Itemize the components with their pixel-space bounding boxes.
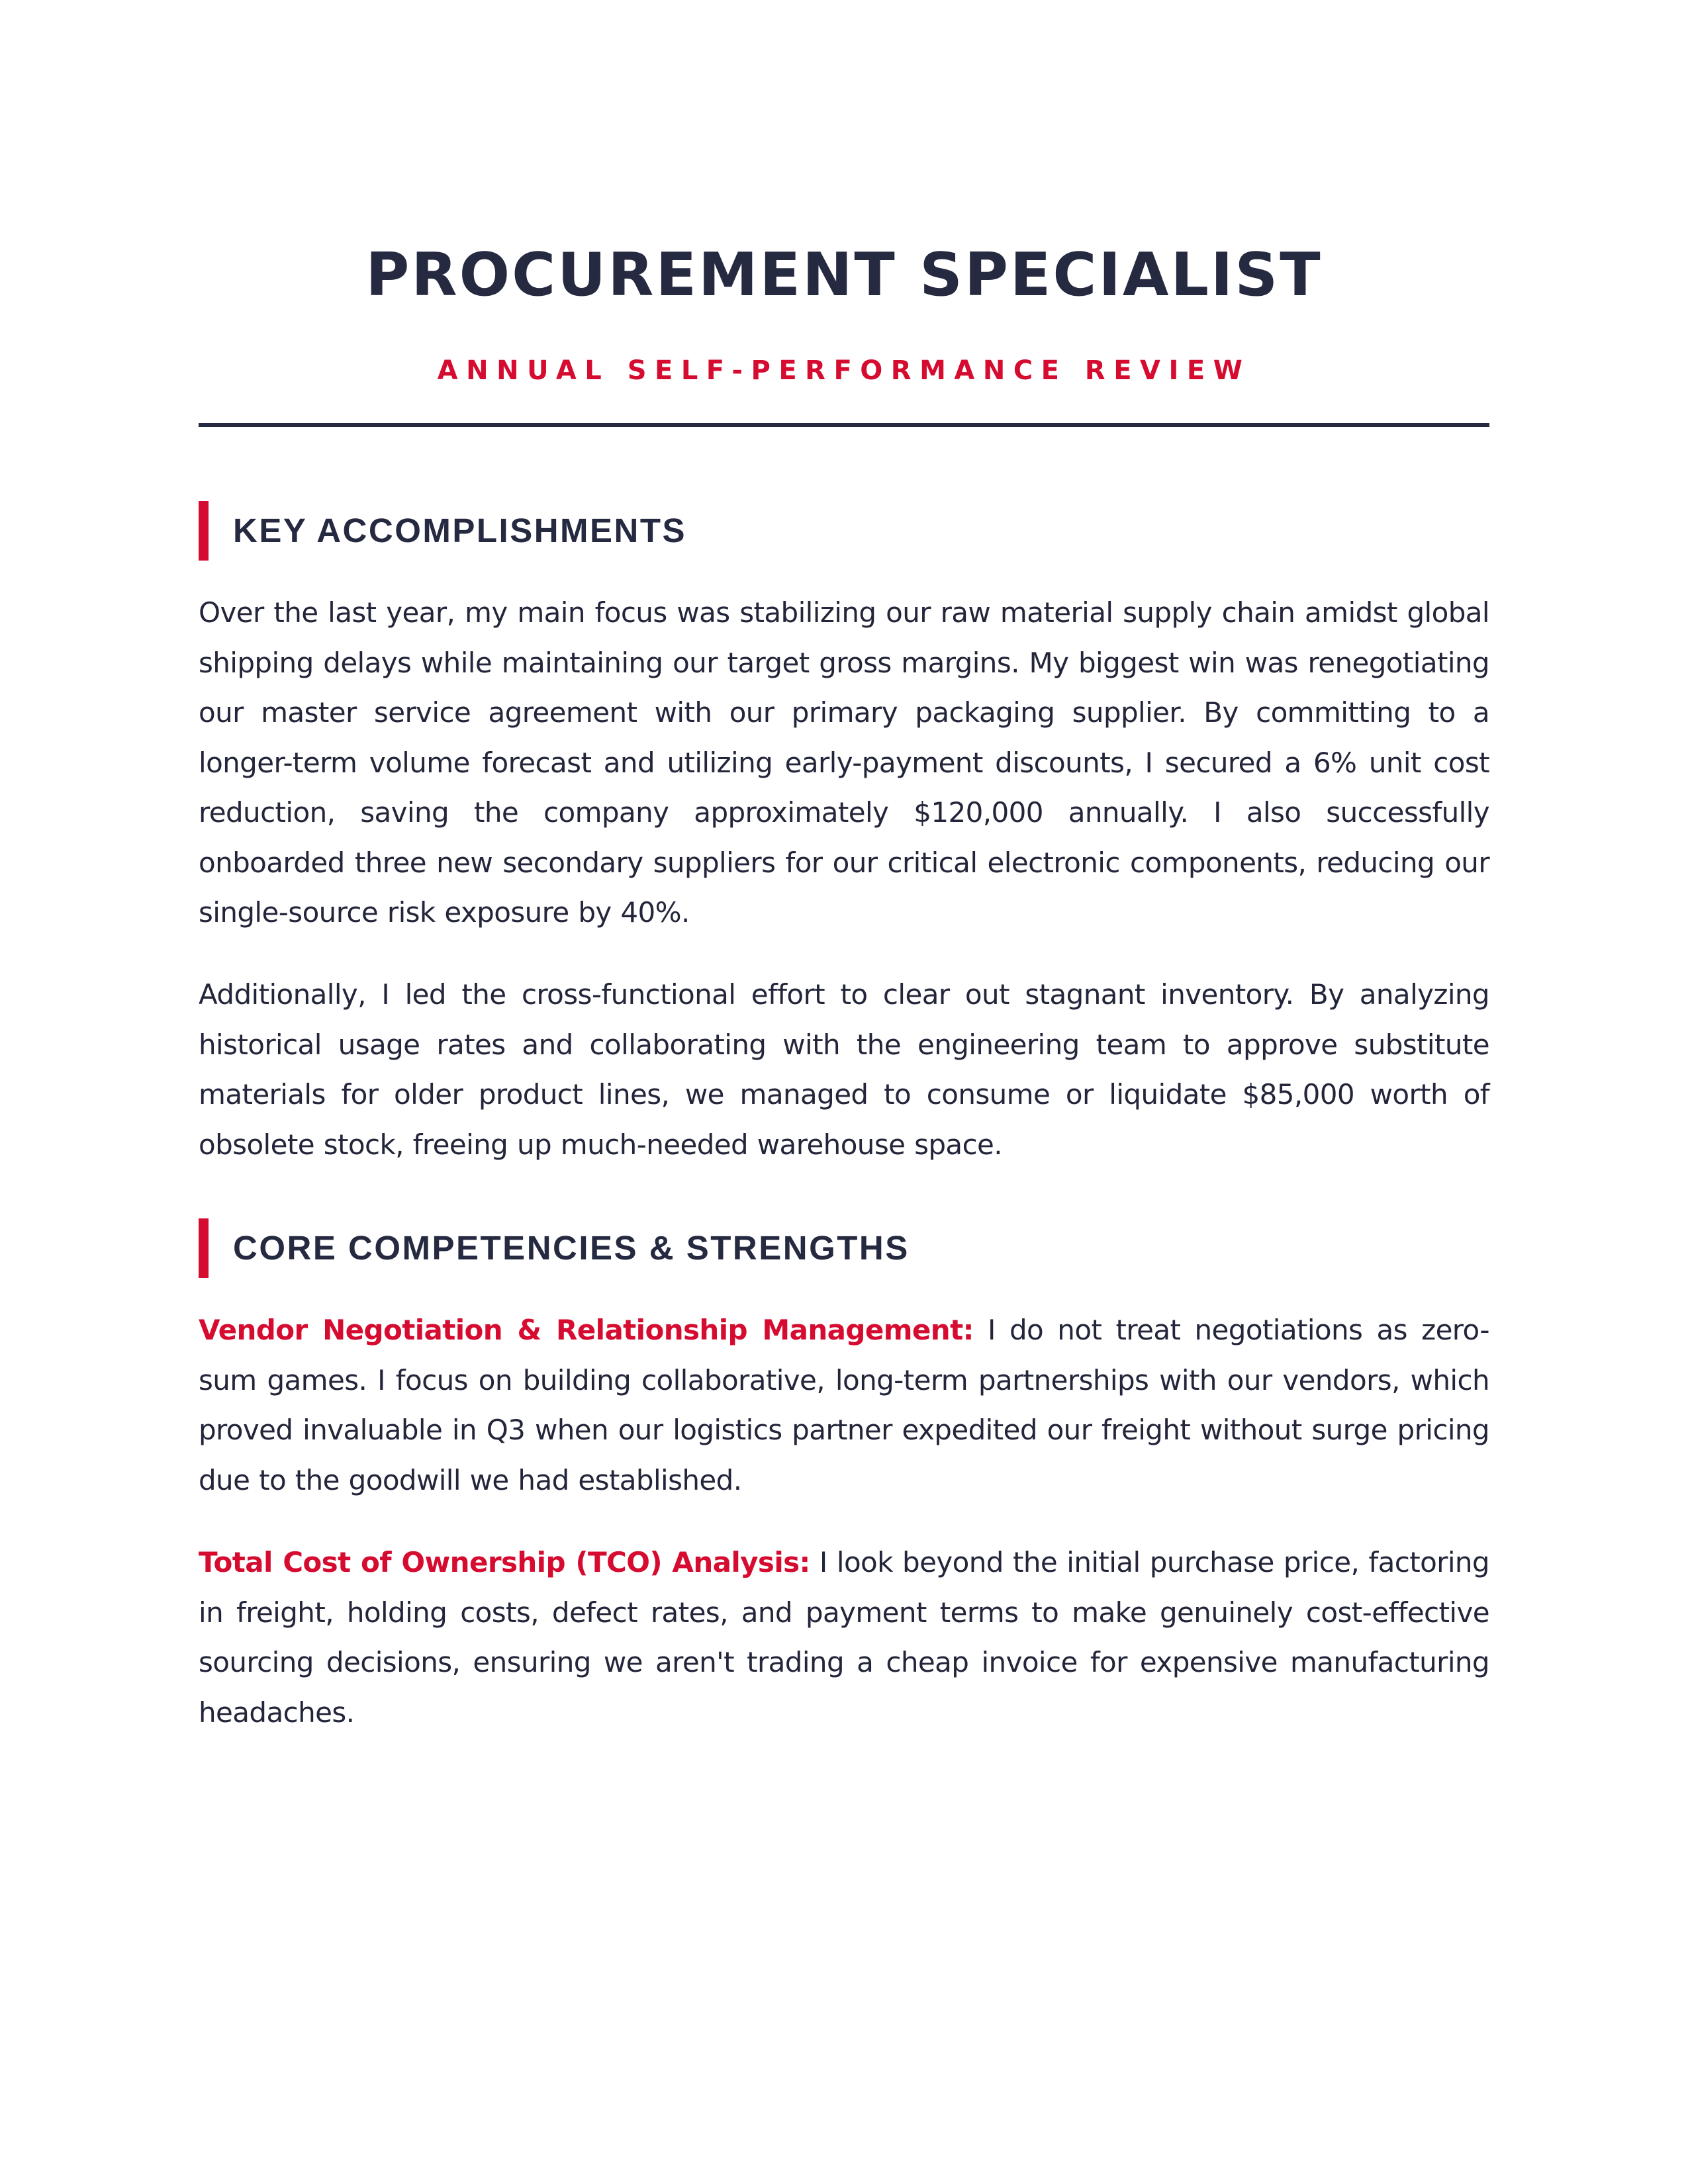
section-accent-bar [199, 1218, 209, 1278]
competency-tco-analysis [199, 1537, 1489, 1737]
competency-vendor-negotiation [199, 1305, 1489, 1505]
document-subtitle: ANNUAL SELF-PERFORMANCE REVIEW [437, 355, 1251, 386]
section-accent-bar [199, 501, 209, 561]
competency-text: I do not treat negotiations as zero-sum games. I focus on building collaborative, long-term partnerships with our vendors, which proved invaluable in Q3 when our logistics partner expedited our freight without surge pricing due to the goodwill we had established. [199, 1314, 1489, 1496]
section-title: KEY ACCOMPLISHMENTS [233, 512, 687, 549]
competency-label: Vendor Negotiation & Relationship Management: [199, 1314, 974, 1346]
title-divider [199, 423, 1489, 427]
competency-text: I look beyond the initial purchase price, factoring in freight, holding costs, defect rates, and payment terms to make genuinely cost-effective sourcing decisions, ensuring we aren't trading a cheap invoice for expensive manufacturing headaches. [199, 1546, 1489, 1729]
accomplishments-paragraph-1: Over the last year, my main focus was stabilizing our raw material supply chain amidst global shipping delays while maintaining our target gross margins. My biggest win was renegotiating our master service agreement with our primary packaging supplier. By committing to a longer-term volume forecast and utilizing early-payment discounts, I secured a 6% unit cost reduction, saving the company approximately $120,000 annually. I also successfully onboarded three new secondary suppliers for our critical electronic components, reducing our single-source risk exposure by 40%. [199, 596, 1489, 929]
document-title: PROCUREMENT SPECIALIST [365, 240, 1323, 310]
section-title: CORE COMPETENCIES & STRENGTHS [233, 1229, 910, 1267]
section-heading-key-accomplishments [199, 501, 1489, 561]
competency-label: Total Cost of Ownership (TCO) Analysis: [199, 1546, 810, 1578]
accomplishments-paragraph-2: Additionally, I led the cross-functional effort to clear out stagnant inventory. By analyzing historical usage rates and collaborating with the engineering team to approve substitute materials for older product lines, we managed to consume or liquidate $85,000 worth of obsolete stock, freeing up much-needed warehouse space. [199, 978, 1489, 1161]
section-heading-core-competencies [199, 1218, 1489, 1278]
